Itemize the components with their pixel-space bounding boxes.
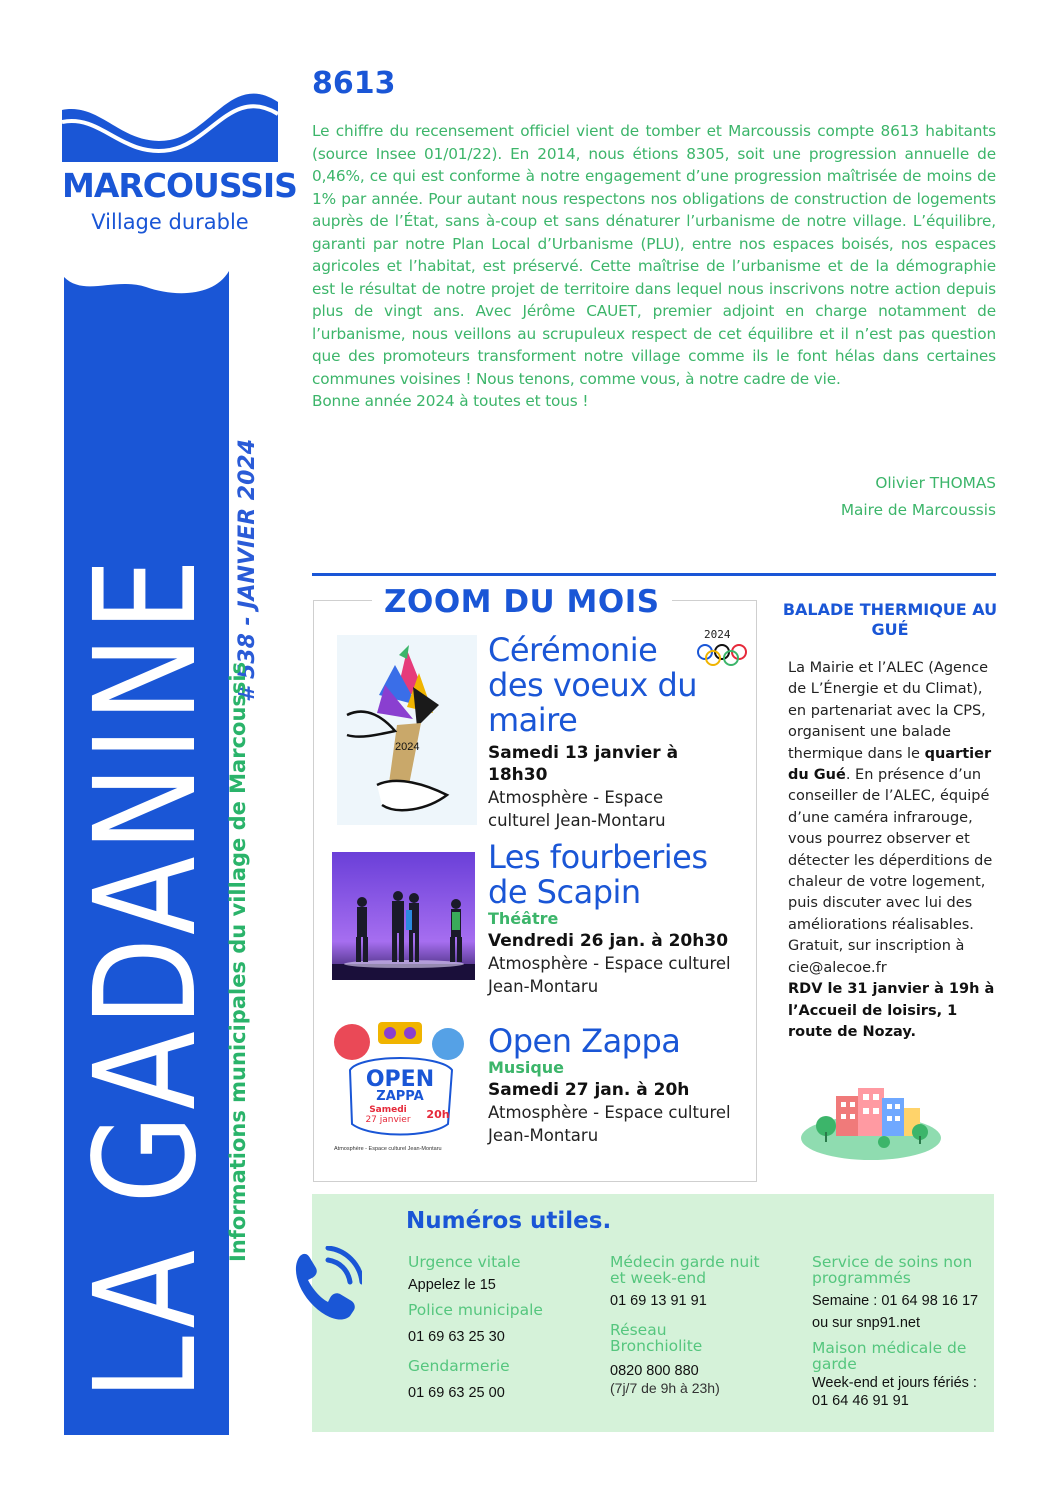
useful-numbers-title: Numéros utiles. [406, 1208, 612, 1234]
event-date: Samedi 27 jan. à 20h [488, 1080, 690, 1100]
poster-zappa-text: ZAPPA [376, 1089, 424, 1104]
event-place: Atmosphère - Espace culturel Jean-Montaru [488, 1103, 731, 1145]
event-genre: Musique [488, 1058, 565, 1077]
signature-name: Olivier THOMAS [875, 474, 996, 492]
side-article-text: . En présence d’un conseiller de l’ALEC, équipé d’une caméra infrarouge, vous pourrez observer et détecter les déperditions de chaleur de votre logement, puis discuter avec lui des améliorations réalisables. Gratuit, sur inscription à cie@alecoe.fr [788, 767, 993, 976]
phone-icon [290, 1246, 362, 1324]
event-date: Vendredi 26 jan. à 20h30 [488, 931, 729, 951]
editorial-title: 8613 [312, 66, 396, 101]
number-value: Semaine : 01 64 98 16 17 [812, 1293, 979, 1309]
side-article-intro: La Mairie et l’ALEC (Agence de L’Énergie et du Climat), en partenariat avec la CPS, organisent une balade thermique dans le [788, 660, 989, 762]
number-label: Police municipale [408, 1301, 543, 1319]
number-label: Service de soins non programmés [812, 1253, 973, 1287]
poster-year-label: 2024 [395, 741, 420, 753]
number-label: Médecin garde nuit et week-end [610, 1253, 760, 1287]
issue-number: # 538 - JANVIER 2024 [235, 438, 260, 702]
poster-time-text: 20h [426, 1108, 450, 1121]
masthead-title: LA GADANINE [65, 553, 228, 1400]
number-value: 01 69 63 25 00 [408, 1385, 505, 1401]
event-title: Cérémonie des voeux du maire [488, 631, 698, 739]
signature-role: Maire de Marcoussis [840, 501, 996, 519]
number-value: Week-end et jours fériés : [812, 1375, 977, 1391]
number-label: Maison médicale de garde [812, 1339, 967, 1373]
poster-day-text: Samedi [369, 1105, 407, 1115]
ceremony-poster-image [337, 635, 477, 825]
side-article-highlight: quartier du Gué [788, 745, 992, 784]
number-value: 0820 800 880 [610, 1363, 699, 1379]
editorial-body [312, 120, 996, 413]
masthead-subtitle: Informations municipales du village de Marcoussis [226, 661, 250, 1262]
brand-tagline: Village durable [91, 210, 249, 234]
poster-open-text: OPEN [365, 1067, 435, 1092]
event-title: Les fourberies de Scapin [488, 838, 708, 911]
event-ceremony [488, 633, 718, 832]
number-label: Urgence vitale [408, 1253, 521, 1271]
poster-footer-text: Atmosphère - Espace culturel Jean-Montaru [334, 1146, 442, 1152]
brand-name: MARCOUSSIS [62, 166, 297, 205]
event-open-zappa [488, 1024, 748, 1147]
editorial-closing: Bonne année 2024 à toutes et tous ! [312, 392, 589, 410]
editorial-text: Le chiffre du recensement officiel vient de tomber et Marcoussis compte 8613 habitants (source Insee 01/01/22). En 2014, nous étions 8305, soit une progression annuelle de 0,46%, ce qui est conforme à notre engagement d’une progression maîtrisée de moins de 1% par année. Pour autant nous respectons nos obligations de construction de logements auprès de l’État, sans à-coup et sans dénaturer l’urbanisme de notre village. L’équilibre, garanti par notre Plan Local d’Urbanisme (PLU), entre nos espaces boisés, nos espaces agricoles et l’habitat, est préservé. Cette maîtrise de l’urbanisme et de la démographie est le résultat de notre projet de territoire dans lequel nous inscrivons notre action depuis plus de vingt ans. Avec Jérôme CAUET, premier adjoint en charge notamment de l’urbanisme, nous veillons au scrupuleux respect de cet équilibre et il n’est pas question que des promoteurs transforment notre village comme ils le font hélas dans certaines communes voisines ! Nous tenons, comme vous, à notre cadre de vie. [312, 122, 996, 388]
number-value: 01 69 63 25 30 [408, 1329, 505, 1345]
event-date: Samedi 13 janvier à 18h30 [488, 743, 679, 785]
number-value-secondary: 01 64 46 91 91 [812, 1393, 909, 1409]
numbers-column-2 [610, 1254, 760, 1396]
event-place: Atmosphère - Espace culturel Jean-Montaru [488, 788, 666, 830]
number-value: 01 69 13 91 91 [610, 1293, 707, 1309]
number-label: Réseau Bronchiolite [610, 1321, 703, 1355]
number-value-secondary: ou sur snp91.net [812, 1315, 921, 1331]
side-article-title: BALADE THERMIQUE AU GUÉ [782, 600, 998, 639]
number-label: Gendarmerie [408, 1357, 510, 1375]
open-zappa-poster [330, 1014, 470, 1156]
side-article-rdv: RDV le 31 janvier à 19h à l’Accueil de loisirs, 1 route de Nozay. [788, 981, 995, 1040]
numbers-column-3 [812, 1254, 987, 1410]
olympic-year-label: 2024 [704, 628, 731, 641]
poster-date-text: 27 janvier [365, 1115, 411, 1125]
event-place: Atmosphère - Espace culturel Jean-Montaru [488, 954, 731, 996]
city-illustration [796, 1068, 946, 1164]
event-scapin [488, 840, 748, 998]
side-article-body [788, 658, 1000, 1043]
editorial-signature [760, 470, 996, 524]
numbers-column-1 [408, 1254, 598, 1402]
number-value: Appelez le 15 [408, 1277, 496, 1293]
event-genre: Théâtre [488, 909, 559, 928]
event-title: Open Zappa [488, 1022, 681, 1060]
zoom-title: ZOOM DU MOIS [372, 584, 672, 620]
section-divider [312, 573, 996, 576]
number-note: (7j/7 de 9h à 23h) [610, 1380, 720, 1396]
scapin-photo [332, 852, 475, 980]
